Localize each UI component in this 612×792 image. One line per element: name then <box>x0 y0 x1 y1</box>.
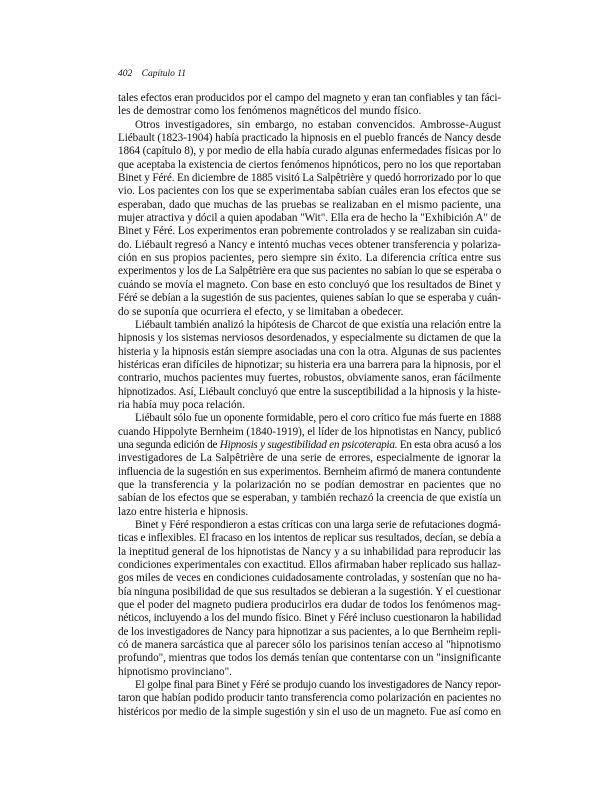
text-line: la ineptitud general de los hipnotistas de Nancy y a su inhabilidad para reproducir las <box>118 545 501 558</box>
text-line: Otros investigadores, sin embargo, no estaban convencidos. Ambrosse-August <box>135 118 501 131</box>
text-line: esperaban, dado que muchas de las pruebas se realizaban en el mismo paciente, una <box>118 198 501 211</box>
text-line: Binet y Féré respondieron a estas críticas con una larga serie de refutaciones dogmá- <box>135 519 502 531</box>
text-line: Liébault (1823-1904) había practicado la hipnosis en el pueblo francés de Nancy desde <box>118 132 501 145</box>
text-line: que el poder del magneto pudiera producirlos era dudar de todos los fenómenos mag- <box>118 599 501 612</box>
text-line: lazo entre histeria e hipnosis. <box>118 505 249 518</box>
text-line: gos miles de veces en condiciones cuidadosamente controladas, y sostenían que no ha- <box>118 572 501 585</box>
book-title: Hipnosis y sugestibilidad en psicoterapia. <box>219 438 398 451</box>
text-line: contrario, muchos pacientes muy fuertes, robustos, obviamente sanos, eran fácilmente <box>118 372 501 385</box>
text-line: có de manera sarcástica que al parecer sólo los parisinos tenían acceso al "hipnotismo <box>118 639 501 652</box>
text-run: una segunda edición de <box>118 438 220 451</box>
text-line: Binet y Féré. Los experimentos eran pobremente controlados y se realizaban sin cuida- <box>118 225 501 238</box>
text-line: bía ninguna posibilidad de que sus resultados se debieran a la sugestión. Y el cuestionar <box>118 585 501 598</box>
text-line: histéricas eran difíciles de hipnotizar; su histeria era una barrera para la hipnosis, por el <box>118 358 501 371</box>
text-line: experimentos y los de La Salpêtrière era que sus pacientes no sabían lo que se esperaba o <box>118 265 501 278</box>
text-run: En esta obra acusó a los <box>397 438 501 451</box>
text-line: mujer atractiva y dócil a quien apodaban "Wit". Ella era de hecho la "Exhibición A" de <box>118 212 501 225</box>
text-line: condiciones experimentales con exactitud. Ellos afirmaban haber replicado sus hallaz- <box>118 559 501 572</box>
text-line: influencia de la sugestión en sus experimentos. Bernheim afirmó de manera contundente <box>118 465 501 478</box>
text-line: de los investigadores de Nancy para hipnotizar a sus pacientes, a lo que Bernheim repli- <box>118 625 501 638</box>
text-line: histeria y la hipnosis están siempre asociadas una con la otra. Algunas de sus pacientes <box>118 345 501 358</box>
text-line: vio. Los pacientes con los que se experimentaba sabían cuáles eran los efectos que se <box>118 185 501 198</box>
text-line: que la transferencia y la polarización no se podían demostrar en pacientes que no <box>118 478 501 491</box>
text-line: cuándo se movía el magneto. Con base en esto concluyó que los resultados de Binet y <box>118 278 501 291</box>
text-line: ticas e inflexibles. El fracaso en los intentos de replicar sus resultados, decían, se debía a <box>118 532 501 545</box>
text-line: taron que habían podido producir tanto transferencia como polarización en pacientes no <box>118 692 502 705</box>
text-line: Féré se debían a la sugestión de sus pacientes, quienes sabían lo que se esperaba y cuán- <box>118 292 501 305</box>
text-line: sabían de los efectos que se esperaban, y también rechazó la creencia de que existía un <box>118 492 501 505</box>
chapter-title: Capítulo 11 <box>141 69 187 79</box>
text-line: 1864 (capítulo 8), y por medio de ella había curado algunas enfermedades físicas por lo <box>118 145 501 158</box>
text-line: néticos, incluyendo a los del mundo físico. Binet y Féré incluso cuestionaron la habilidad <box>118 612 501 625</box>
text-line: les de demostrar como los fenómenos magnéticos del mundo físico. <box>118 105 422 118</box>
running-head <box>118 69 186 79</box>
text-line: cuando Hippolyte Bernheim (1840-1919), el líder de los hipnotistas en Nancy, publicó <box>118 425 501 438</box>
page-number: 402 <box>118 69 133 79</box>
text-line: do. Liébault regresó a Nancy e intentó muchas veces obtener transferencia y polariza- <box>118 238 501 251</box>
text-line: profundo", mientras que todos los demás tenían que contentarse con un "insignificante <box>118 652 501 665</box>
text-line: tales efectos eran producidos por el campo del magneto y eran tan confiables y tan fáci- <box>118 92 501 104</box>
text-line: histéricos por medio de la simple sugestión y sin el uso de un magneto. Fue así como en <box>118 705 501 718</box>
text-line: hipnotizados. Así, Liébault concluyó que entre la susceptibilidad a la hipnosis y la histe- <box>118 385 501 398</box>
text-line <box>118 439 501 452</box>
body-text <box>118 92 501 719</box>
text-line: Binet y Féré. En diciembre de 1885 visitó La Salpêtrière y quedó horrorizado por lo que <box>118 172 501 185</box>
text-line: hipnosis y los sistemas nerviosos desordenados, y especialmente su dictamen de que la <box>118 332 501 345</box>
text-line: hipnotismo provinciano". <box>118 665 232 678</box>
text-line: investigadores de La Salpêtrière de una serie de errores, especialmente de ignorar la <box>118 452 501 465</box>
text-line: ria había muy poca relación. <box>118 398 246 411</box>
text-line: ción en sus propios pacientes, pero siempre sin éxito. La diferencia crítica entre sus <box>118 252 501 265</box>
text-line: que aceptaba la existencia de ciertos fenómenos hipnóticos, pero no los que reportaban <box>118 158 501 171</box>
text-line: Liébault también analizó la hipótesis de Charcot de que existía una relación entre la <box>135 318 501 331</box>
text-line: do se suponía que ocurriera el efecto, y se limitaban a obedecer. <box>118 305 404 318</box>
text-line: El golpe final para Binet y Féré se produjo cuando los investigadores de Nancy repor- <box>135 679 501 692</box>
text-line: Liébault sólo fue un oponente formidable, pero el coro crítico fue más fuerte en 1888 <box>135 412 501 425</box>
